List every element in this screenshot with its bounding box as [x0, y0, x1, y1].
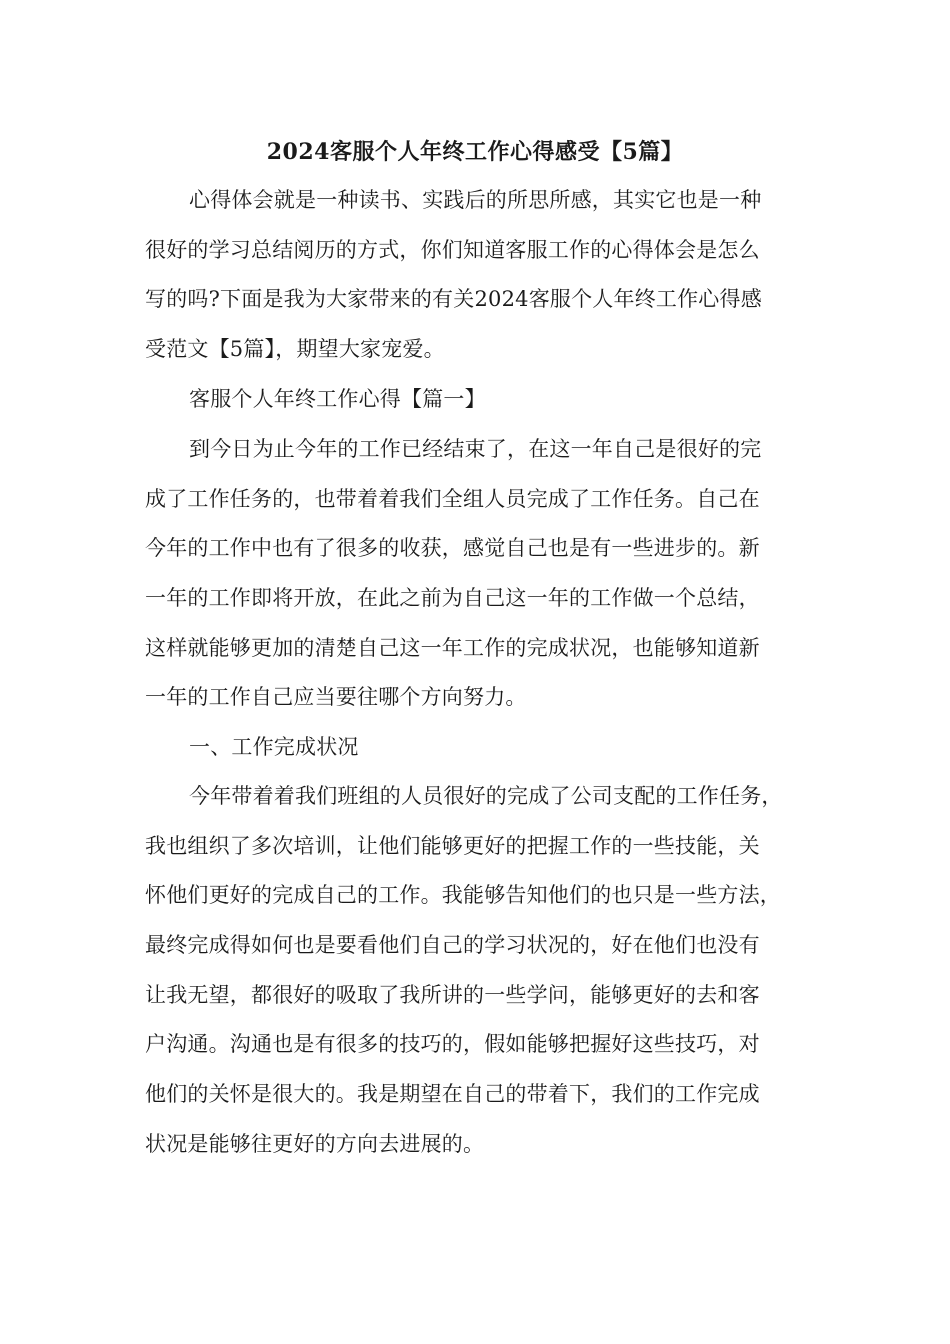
- text-line: 今年带着着我们班组的人员很好的完成了公司支配的工作任务，: [189, 784, 783, 808]
- text-line: 到今日为止今年的工作已经结束了，在这一年自己是很好的完: [189, 437, 762, 461]
- text-line: 状况是能够往更好的方向去进展的。: [145, 1131, 485, 1156]
- subheading: 一、工作完成状况: [189, 735, 359, 759]
- text-line: 今年的工作中也有了很多的收获，感觉自己也是有一些进步的。新: [145, 536, 760, 561]
- paragraph-two: [145, 772, 835, 1170]
- text-line: 一年的工作即将开放，在此之前为自己这一年的工作做一个总结，: [145, 586, 760, 611]
- text-line: 受范文【5篇】，期望大家宠爱。: [145, 337, 445, 362]
- intro-paragraph: [145, 176, 835, 375]
- subheading-block: [145, 723, 835, 773]
- section-heading-block: [145, 375, 835, 425]
- text-line: 这样就能够更加的清楚自己这一年工作的完成状况，也能够知道新: [145, 635, 760, 660]
- text-line: 户沟通。沟通也是有很多的技巧的，假如能够把握好这些技巧，对: [145, 1032, 760, 1057]
- text-line: 写的吗?下面是我为大家带来的有关2024客服个人年终工作心得感: [145, 287, 762, 312]
- document-title: 2024客服个人年终工作心得感受【5篇】: [266, 139, 684, 165]
- text-line: 很好的学习总结阅历的方式，你们知道客服工作的心得体会是怎么: [145, 237, 760, 262]
- section-heading: 客服个人年终工作心得【篇一】: [189, 387, 486, 411]
- text-line: 心得体会就是一种读书、实践后的所思所感，其实它也是一种: [189, 188, 762, 212]
- text-line: 怀他们更好的完成自己的工作。我能够告知他们的也只是一些方法，: [145, 883, 781, 908]
- text-line: 最终完成得如何也是要看他们自己的学习状况的，好在他们也没有: [145, 933, 760, 958]
- text-line: 他们的关怀是很大的。我是期望在自己的带着下，我们的工作完成: [145, 1082, 760, 1107]
- text-line: 我也组织了多次培训，让他们能够更好的把握工作的一些技能，关: [145, 833, 760, 858]
- text-line: 一年的工作自己应当要往哪个方向努力。: [145, 685, 527, 710]
- text-line: 成了工作任务的，也带着着我们全组人员完成了工作任务。自己在: [145, 486, 760, 511]
- text-line: 让我无望，都很好的吸取了我所讲的一些学问，能够更好的去和客: [145, 982, 760, 1007]
- paragraph-one: [145, 425, 835, 723]
